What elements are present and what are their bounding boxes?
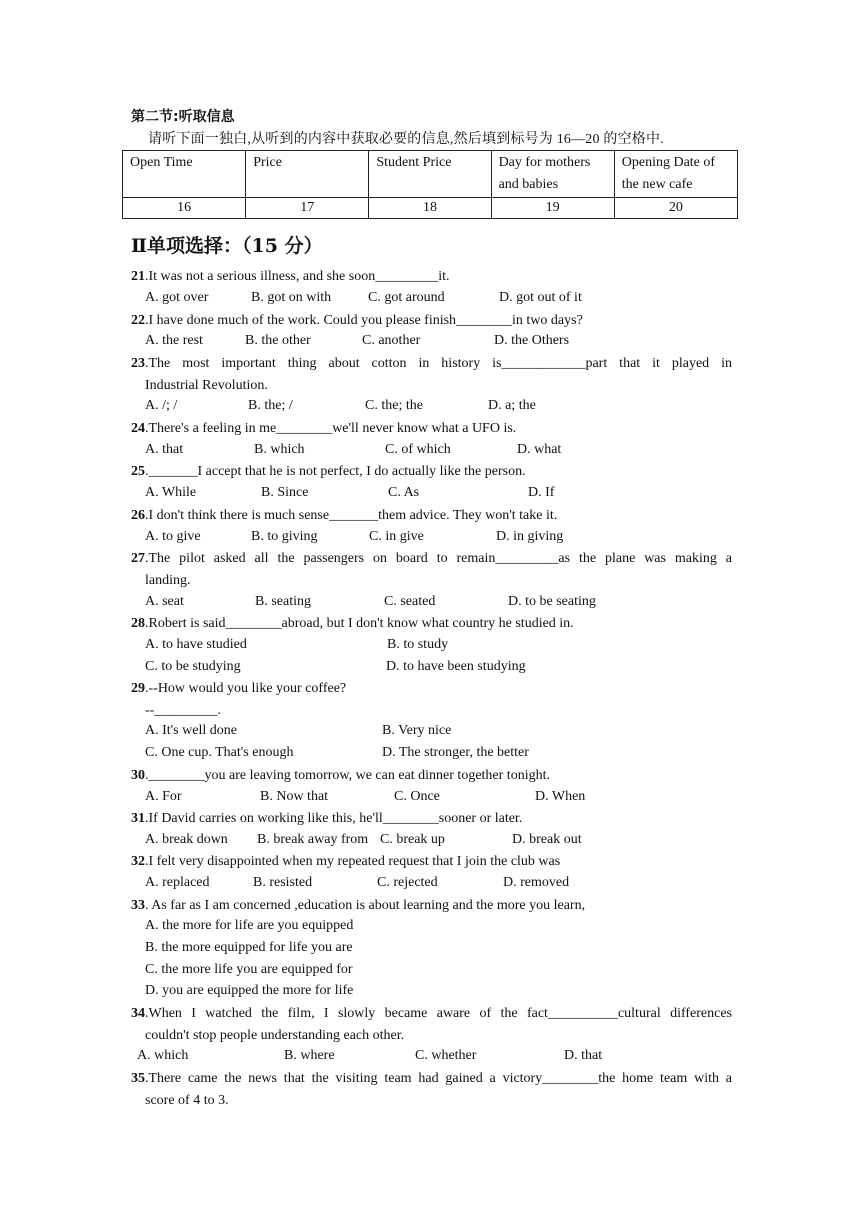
- option-d[interactable]: D. a; the: [488, 398, 536, 413]
- question-number: 34: [131, 1006, 145, 1021]
- option-d[interactable]: D. If: [528, 485, 555, 500]
- option-d[interactable]: D. to be seating: [508, 594, 596, 609]
- question-stem: .The most important thing about cotton in history is____________part that it played in: [145, 356, 732, 371]
- question-number: 22: [131, 313, 145, 328]
- question-stem: .There's a feeling in me________we'll never know what a UFO is.: [145, 421, 517, 436]
- question-number: 29: [131, 681, 145, 696]
- question-29: [131, 680, 346, 698]
- option-c[interactable]: C. rejected: [377, 875, 438, 890]
- question-28: [131, 615, 574, 633]
- info-table: [122, 150, 738, 219]
- question-22: [131, 312, 583, 330]
- info-table-blank-row: [123, 198, 738, 219]
- question-number: 21: [131, 269, 145, 284]
- option-a[interactable]: A. to give: [145, 529, 201, 544]
- question-number: 31: [131, 811, 145, 826]
- question-27: [131, 550, 732, 568]
- option-b[interactable]: B. to study: [387, 637, 449, 652]
- option-a[interactable]: A. While: [145, 485, 197, 500]
- option-a[interactable]: A. break down: [145, 832, 228, 847]
- question-stem-continued: couldn't stop people understanding each other.: [145, 1028, 405, 1043]
- option-c[interactable]: C. of which: [385, 442, 451, 457]
- option-d[interactable]: D. what: [517, 442, 562, 457]
- option-c[interactable]: C. As: [388, 485, 420, 500]
- question-stem-continued: Industrial Revolution.: [145, 378, 268, 393]
- info-table-header-row: [123, 151, 738, 198]
- option-b[interactable]: B. the other: [245, 333, 311, 348]
- table-blank-cell: 19: [491, 198, 614, 219]
- option-c[interactable]: C. seated: [384, 594, 436, 609]
- question-stem: .If David carries on working like this, he'll________sooner or later.: [145, 811, 523, 826]
- option-a[interactable]: A. to have studied: [145, 637, 247, 652]
- option-b[interactable]: B. the; /: [248, 398, 293, 413]
- question-stem-continued: --_________.: [145, 703, 221, 718]
- option-a[interactable]: A. the rest: [145, 333, 203, 348]
- table-blank-cell: 16: [123, 198, 246, 219]
- question-stem: .There came the news that the visiting team had gained a victory________the home team with a: [145, 1071, 732, 1086]
- option-b[interactable]: B. Now that: [260, 789, 329, 804]
- question-stem: .The pilot asked all the passengers on board to remain_________as the plane was making a: [145, 551, 732, 566]
- question-24: [131, 420, 516, 438]
- option-c[interactable]: C. another: [362, 333, 421, 348]
- question-stem: .________you are leaving tomorrow, we can eat dinner together tonight.: [145, 768, 550, 783]
- option-d[interactable]: D. got out of it: [499, 290, 582, 305]
- option-b[interactable]: B. the more equipped for life you are: [145, 940, 353, 955]
- option-c[interactable]: C. got around: [368, 290, 445, 305]
- option-a[interactable]: A. /; /: [145, 398, 178, 413]
- option-d[interactable]: D. you are equipped the more for life: [145, 983, 354, 998]
- question-21: [131, 268, 449, 286]
- table-header-cell: Price: [246, 151, 369, 198]
- question-number: 32: [131, 854, 145, 869]
- question-35: [131, 1070, 732, 1088]
- question-number: 24: [131, 421, 145, 436]
- option-b[interactable]: B. resisted: [253, 875, 313, 890]
- option-a[interactable]: A. seat: [145, 594, 184, 609]
- option-d[interactable]: D. the Others: [494, 333, 570, 348]
- question-30: [131, 767, 550, 785]
- table-blank-cell: 18: [369, 198, 491, 219]
- part-heading: Ⅱ单项选择：（15 分）: [131, 235, 323, 257]
- question-stem: .I don't think there is much sense_______them advice. They won't take it.: [145, 508, 558, 523]
- option-a[interactable]: A. which: [137, 1048, 189, 1063]
- table-header-cell: Day for mothers and babies: [491, 151, 614, 198]
- question-25: [131, 463, 526, 481]
- option-c[interactable]: C. the; the: [365, 398, 423, 413]
- table-header-cell: Open Time: [123, 151, 246, 198]
- table-header-cell: Opening Date of the new cafe: [614, 151, 737, 198]
- table-blank-cell: 20: [614, 198, 737, 219]
- question-stem: .--How would you like your coffee?: [145, 681, 347, 696]
- option-d[interactable]: D. The stronger, the better: [382, 745, 529, 760]
- option-a[interactable]: A. got over: [145, 290, 209, 305]
- option-d[interactable]: D. in giving: [496, 529, 564, 544]
- option-b[interactable]: B. break away from: [257, 832, 369, 847]
- question-32: [131, 853, 560, 871]
- question-stem-continued: score of 4 to 3.: [145, 1093, 229, 1108]
- option-a[interactable]: A. the more for life are you equipped: [145, 918, 354, 933]
- option-d[interactable]: D. break out: [512, 832, 582, 847]
- option-b[interactable]: B. which: [254, 442, 305, 457]
- question-33: [131, 897, 585, 915]
- option-c[interactable]: C. in give: [369, 529, 424, 544]
- question-34: [131, 1005, 732, 1023]
- section-title: 第二节:听取信息: [131, 109, 235, 125]
- option-c[interactable]: C. Once: [394, 789, 440, 804]
- question-stem: .I have done much of the work. Could you please finish________in two days?: [145, 313, 583, 328]
- question-number: 25: [131, 464, 145, 479]
- question-23: [131, 355, 732, 373]
- question-stem-continued: landing.: [145, 573, 191, 588]
- option-c[interactable]: C. to be studying: [145, 659, 241, 674]
- question-stem: .When I watched the film, I slowly became aware of the fact__________cultural differences: [145, 1006, 732, 1021]
- question-number: 27: [131, 551, 145, 566]
- option-a[interactable]: A. that: [145, 442, 184, 457]
- option-b[interactable]: B. to giving: [251, 529, 318, 544]
- question-number: 30: [131, 768, 145, 783]
- option-b[interactable]: B. Very nice: [382, 723, 452, 738]
- option-c[interactable]: C. break up: [380, 832, 445, 847]
- question-stem: .It was not a serious illness, and she soon_________it.: [145, 269, 450, 284]
- option-c[interactable]: C. the more life you are equipped for: [145, 962, 353, 977]
- option-c[interactable]: C. whether: [415, 1048, 477, 1063]
- option-d[interactable]: D. that: [564, 1048, 603, 1063]
- question-stem: .I felt very disappointed when my repeated request that I join the club was: [145, 854, 561, 869]
- option-a[interactable]: A. replaced: [145, 875, 210, 890]
- question-number: 33: [131, 898, 145, 913]
- question-stem: . As far as I am concerned ,education is about learning and the more you learn,: [145, 898, 586, 913]
- option-d[interactable]: D. When: [535, 789, 586, 804]
- option-d[interactable]: D. to have been studying: [386, 659, 526, 674]
- option-a[interactable]: A. It's well done: [145, 723, 237, 738]
- option-b[interactable]: B. seating: [255, 594, 311, 609]
- question-number: 28: [131, 616, 145, 631]
- question-stem: .Robert is said________abroad, but I don't know what country he studied in.: [145, 616, 574, 631]
- question-number: 35: [131, 1071, 145, 1086]
- question-31: [131, 810, 522, 828]
- option-a[interactable]: A. For: [145, 789, 182, 804]
- option-b[interactable]: B. Since: [261, 485, 309, 500]
- question-number: 26: [131, 508, 145, 523]
- question-number: 23: [131, 356, 145, 371]
- table-blank-cell: 17: [246, 198, 369, 219]
- option-b[interactable]: B. got on with: [251, 290, 332, 305]
- question-26: [131, 507, 557, 525]
- table-header-cell: Student Price: [369, 151, 491, 198]
- question-stem: ._______I accept that he is not perfect, I do actually like the person.: [145, 464, 526, 479]
- listening-instruction: 请听下面一独白,从听到的内容中获取必要的信息,然后填到标号为 16—20 的空格中.: [148, 132, 664, 147]
- option-d[interactable]: D. removed: [503, 875, 570, 890]
- option-b[interactable]: B. where: [284, 1048, 335, 1063]
- option-c[interactable]: C. One cup. That's enough: [145, 745, 294, 760]
